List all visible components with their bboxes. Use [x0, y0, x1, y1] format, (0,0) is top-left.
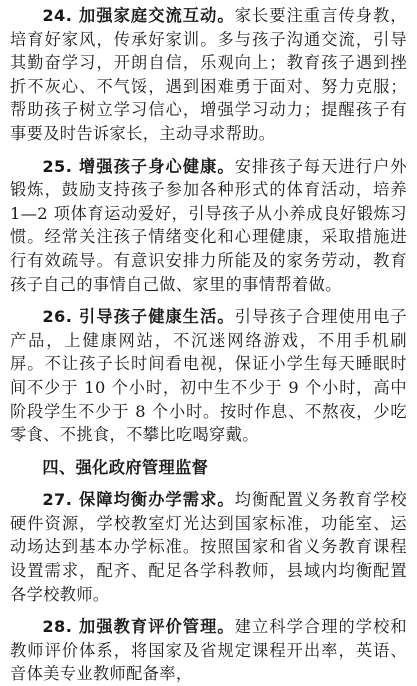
paragraph-body: 引导孩子合理使用电子产品，上健康网站，不沉迷网络游戏，不用手机刷屏。不让孩子长时间看电视，保证小学生每天睡眠时间不少于 10 个小时，初中生不少于 9 个小时，高中阶段学生不少于 8 个小时。按时作息、不熬夜，少吃零食、不挑食，不攀比吃喝穿戴。 — [10, 307, 407, 445]
paragraph-number: 25. — [42, 156, 80, 176]
paragraph-body: 家长要注重言传身教，培育好家风，传承好家训。多与孩子沟通交流，引导其勤奋学习，开朗自信，乐观向上；教育孩子遇到挫折不灰心、不气馁，遇到困难勇于面对、努力克服；帮助孩子树立学习信心，增强学习动力；提醒孩子有事要及时告诉家长，主动寻求帮助。 — [10, 6, 407, 143]
paragraph-number: 26. — [42, 307, 80, 327]
paragraph-heading: 保障均衡办学需求。 — [79, 490, 235, 510]
paragraph-heading: 引导孩子健康生活。 — [79, 307, 235, 327]
paragraph-heading: 加强教育评价管理。 — [79, 617, 235, 637]
paragraph-body: 均衡配置义务教育学校硬件资源，学校教室灯光达到国家标准，功能室、运动场达到基本办学标准。按照国家和省义务教育课程设置需求，配齐、配足各学科教师，县域内均衡配置各学校教师。 — [10, 490, 407, 604]
section-heading: 四、强化政府管理监督 — [42, 457, 209, 477]
paragraph-number: 27. — [42, 490, 80, 510]
paragraph-27 — [10, 488, 407, 606]
paragraph-heading: 加强家庭交流互动。 — [79, 6, 235, 25]
paragraph-28 — [10, 615, 407, 686]
paragraph-number: 28. — [42, 617, 80, 637]
paragraph-number: 24. — [42, 6, 80, 25]
paragraph-body: 安排孩子每天进行户外锻炼，鼓励支持孩子参加各种形式的体育活动，培养 1—2 项体育运动爱好，引导孩子从小养成良好锻炼习惯。经常关注孩子情绪变化和心理健康，采取措施进行有效疏导。有意识安排力所能及的家务劳动，教育孩子自己的事情自己做、家里的事情帮着做。 — [10, 156, 407, 294]
paragraph-heading: 增强孩子身心健康。 — [79, 156, 235, 176]
paragraph-24 — [10, 4, 407, 146]
paragraph-body: 建立科学合理的学校和教师评价体系，将国家及省规定课程开出率，英语、音体美专业教师配备率， — [10, 617, 407, 684]
paragraph-25 — [10, 155, 407, 297]
paragraph-26 — [10, 305, 407, 447]
